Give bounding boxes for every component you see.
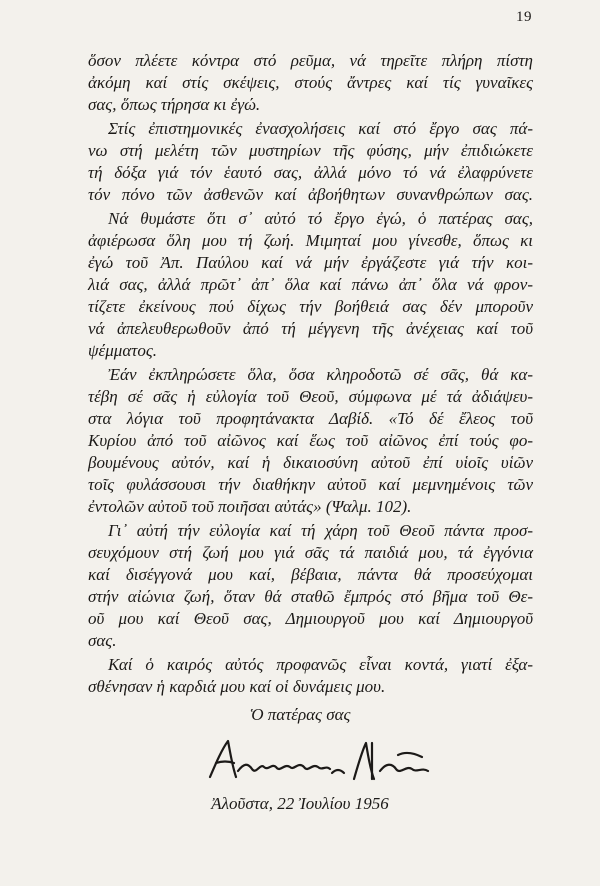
text-line: σθένησαν ἡ καρδιά μου καί οἱ δυνάμεις μου.: [88, 677, 386, 696]
text-line: ἀκόμη καί στίς σκέψεις, στούς ἄντρες καί τίς γυναῖκες: [88, 73, 533, 92]
text-line: Γι᾽ αὐτή τήν εὐλογία καί τή χάρη τοῦ Θεοῦ πάντα προσ-: [108, 521, 533, 540]
text-line: τέβη σέ σᾶς ἡ εὐλογία τοῦ Θεοῦ, σύμφωνα μέ τά ἀδιάψευ-: [88, 387, 533, 406]
text-line: Νά θυμάστε ὅτι σ᾽ αὐτό τό ἔργο ἐγώ, ὁ πατέρας σας,: [108, 209, 533, 228]
salutation: Ὁ πατέρας σας: [249, 705, 351, 724]
text-line: ψέμματος.: [88, 341, 157, 360]
text-line: ἐγώ τοῦ Ἀπ. Παύλου καί νά μήν ἐργάζεστε γιά τήν κοι-: [88, 253, 533, 272]
text-line: σας.: [88, 631, 117, 650]
text-line: σας, ὅπως τήρησα κι ἐγώ.: [88, 95, 261, 114]
text-line: οῦ μου καί Θεοῦ σας, Δημιουργοῦ μου καί Δημιουργοῦ: [88, 609, 533, 628]
text-line: τή δόξα γιά τόν ἑαυτό σας, ἀλλά μόνο τό νά ἐλαφρύνετε: [88, 163, 533, 182]
text-line: βουμένους αὐτόν, καί ἡ δικαιοσύνη αὐτοῦ ἐπί υἱοῖς υἱῶν: [88, 453, 533, 472]
text-line: τοῖς φυλάσσουσι τήν διαθήκην αὐτοῦ καί μεμνημένοις τῶν: [88, 475, 533, 494]
handwritten-signature: [202, 733, 442, 789]
text-line: σευχόμουν στή ζωή μου γιά σᾶς τά παιδιά μου, τά ἐγγόνια: [88, 543, 533, 562]
text-line: ἀφιέρωσα ὅλη μου τή ζωή. Μιμηταί μου γίνεσθε, ὅπως κι: [88, 231, 533, 250]
text-line: τίζετε ἐκείνους πού δίχως τήν βοήθειά σας δέν μποροῦν: [88, 297, 533, 316]
text-line: Καί ὁ καιρός αὐτός προφανῶς εἶναι κοντά, γιατί ἐξα-: [108, 655, 533, 674]
place-and-date: Ἀλοῦστα, 22 Ἰουλίου 1956: [211, 794, 389, 813]
text-line: ὅσον πλέετε κόντρα στό ρεῦμα, νά τηρεῖτε πλήρη πίστη: [88, 51, 533, 70]
text-line: ἐντολῶν αὐτοῦ τοῦ ποιῆσαι αὐτάς» (Ψαλμ. 102).: [88, 497, 412, 516]
text-line: στα λόγια τοῦ προφητάνακτα Δαβίδ. «Τό δέ ἔλεος τοῦ: [88, 409, 533, 428]
text-line: λιά σας, ἀλλά πρῶτ᾽ ἀπ᾽ ὅλα καί πάνω ἀπ᾽ ὅλα νά φρον-: [88, 275, 533, 294]
text-line: καί δισέγγονά μου καί, βέβαια, πάντα θά προσεύχομαι: [88, 565, 533, 584]
text-line: στήν αἰώνια ζωή, ὅταν θά σταθῶ ἔμπρός στό βῆμα τοῦ Θε-: [88, 587, 533, 606]
text-line: τόν πόνο τῶν ἀσθενῶν καί ἀβοήθητων συνανθρώπων σας.: [88, 185, 533, 204]
page-number: 19: [516, 9, 532, 25]
text-line: Κυρίου ἀπό τοῦ αἰῶνος καί ἕως τοῦ αἰῶνος ἐπί τούς φο-: [88, 431, 533, 450]
text-line: νω στή μελέτη τῶν μυστηρίων τῆς φύσης, μήν ἐπιδιώκετε: [88, 141, 533, 160]
text-line: νά ἀπελευθερωθοῦν ἀπό τή μέγγενη τῆς ἀνέχειας καί τοῦ: [88, 319, 533, 338]
text-line: Στίς ἐπιστημονικές ἐνασχολήσεις καί στό ἔργο σας πά-: [108, 119, 533, 138]
text-line: Ἐάν ἐκπληρώσετε ὅλα, ὅσα κληροδοτῶ σέ σᾶς, θά κα-: [108, 365, 533, 384]
